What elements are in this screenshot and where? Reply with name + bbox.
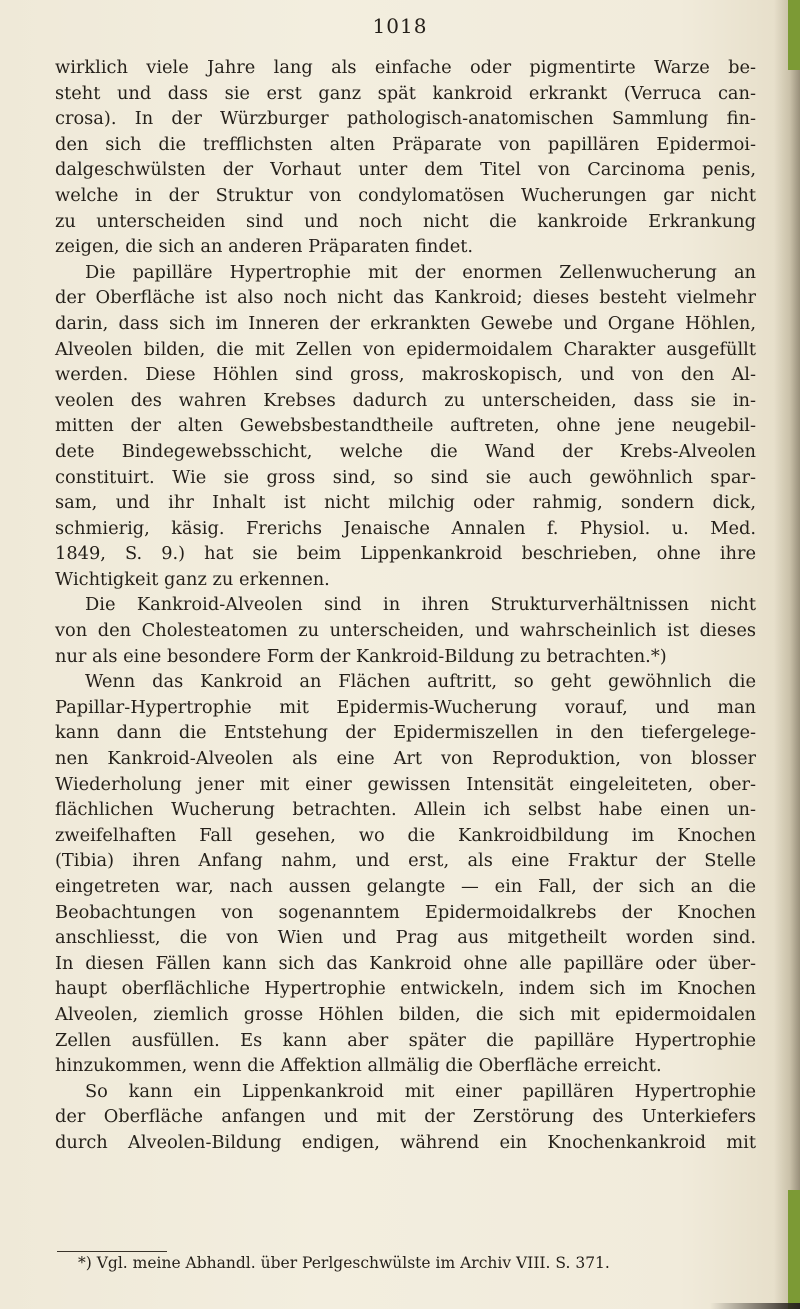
text-line: der Oberfläche ist also noch nicht das Kankroid; dieses besteht vielmehr — [55, 287, 756, 309]
text-line: darin, dass sich im Inneren der erkrankten Gewebe und Organe Höhlen, — [55, 312, 756, 334]
text-line: durch Alveolen-Bildung endigen, während ein Knochenkankroid mit — [55, 1131, 756, 1153]
text-line: Zellen ausfüllen. Es kann aber später die papilläre Hypertrophie — [55, 1029, 756, 1051]
page-number: 1018 — [372, 14, 428, 38]
footnote: *) Vgl. meine Abhandl. über Perlgeschwülste im Archiv VIII. S. 371. — [78, 1254, 610, 1272]
text-line: zeigen, die sich an anderen Präparaten findet. — [55, 236, 474, 258]
text-line: Die Kankroid-Alveolen sind in ihren Strukturverhältnissen nicht — [85, 594, 756, 616]
text-line: anschliesst, die von Wien und Prag aus mitgetheilt worden sind. — [55, 927, 756, 949]
text-line: (Tibia) ihren Anfang nahm, und erst, als eine Fraktur der Stelle — [55, 850, 756, 872]
text-line: nur als eine besondere Form der Kankroid-Bildung zu betrachten.*) — [55, 645, 667, 667]
text-line: kann dann die Entstehung der Epidermiszellen in den tiefergelege- — [55, 722, 756, 744]
paragraph-4 — [55, 669, 756, 1079]
text-line: werden. Diese Höhlen sind gross, makroskopisch, und von den Al- — [55, 364, 756, 386]
text-line: 1849, S. 9.) hat sie beim Lippenkankroid beschrieben, ohne ihre — [55, 543, 756, 565]
text-line: Wenn das Kankroid an Flächen auftritt, so geht gewöhnlich die — [85, 671, 756, 693]
page-edge-green-strip — [788, 0, 800, 70]
text-line: Papillar-Hypertrophie mit Epidermis-Wucherung vorauf, und man — [55, 696, 756, 718]
text-line: In diesen Fällen kann sich das Kankroid ohne alle papilläre oder über- — [55, 952, 756, 974]
text-line: mitten der alten Gewebsbestandtheile auftreten, ohne jene neugebil- — [55, 415, 756, 437]
text-line: dete Bindegewebsschicht, welche die Wand der Krebs-Alveolen — [55, 440, 756, 462]
text-line: der Oberfläche anfangen und mit der Zerstörung des Unterkiefers — [55, 1106, 756, 1128]
text-line: wirklich viele Jahre lang als einfache oder pigmentirte Warze be- — [55, 57, 756, 78]
text-line: Die papilläre Hypertrophie mit der enormen Zellenwucherung an — [85, 261, 756, 283]
text-line: zu unterscheiden sind und noch nicht die kankroide Erkrankung — [55, 210, 756, 232]
text-line: crosa). In der Würzburger pathologisch-anatomischen Sammlung fin- — [55, 108, 756, 130]
text-line: eingetreten war, nach aussen gelangte — ein Fall, der sich an die — [55, 876, 756, 897]
text-line: constituirt. Wie sie gross sind, so sind sie auch gewöhnlich spar- — [55, 466, 756, 488]
text-line: veolen des wahren Krebses dadurch zu unterscheiden, dass sie in- — [55, 389, 756, 411]
paragraph-3 — [55, 592, 756, 669]
page-edge-green-strip — [788, 1190, 800, 1309]
text-line: So kann ein Lippenkankroid mit einer papillären Hypertrophie — [85, 1080, 756, 1102]
text-line: Alveolen, ziemlich grosse Höhlen bilden, die sich mit epidermoidalen — [55, 1003, 756, 1025]
text-line: flächlichen Wucherung betrachten. Allein ich selbst habe einen un- — [55, 799, 756, 821]
body-text — [55, 55, 756, 1156]
text-line: welche in der Struktur von condylomatösen Wucherungen gar nicht — [55, 184, 756, 206]
paragraph-5 — [55, 1079, 756, 1156]
text-line: steht und dass sie erst ganz spät kankroid erkrankt (Verruca can- — [55, 82, 756, 104]
text-line: zweifelhaften Fall gesehen, wo die Kankroidbildung im Knochen — [55, 824, 756, 846]
text-line: Alveolen bilden, die mit Zellen von epidermoidalem Charakter ausgefüllt — [55, 338, 756, 360]
text-line: nen Kankroid-Alveolen als eine Art von Reproduktion, von blosser — [55, 748, 756, 770]
text-line: sam, und ihr Inhalt ist nicht milchig oder rahmig, sondern dick, — [55, 492, 756, 514]
text-line: haupt oberflächliche Hypertrophie entwickeln, indem sich im Knochen — [55, 978, 756, 1000]
paragraph-1 — [55, 55, 756, 260]
text-line: schmierig, käsig. Frerichs Jenaische Annalen f. Physiol. u. Med. — [55, 517, 756, 539]
footnote-divider — [57, 1251, 167, 1252]
text-line: Beobachtungen von sogenanntem Epidermoidalkrebs der Knochen — [55, 901, 756, 923]
text-line: Wiederholung jener mit einer gewissen Intensität eingeleiteten, ober- — [55, 773, 756, 795]
text-line: Wichtigkeit ganz zu erkennen. — [55, 568, 330, 590]
text-line: dalgeschwülsten der Vorhaut unter dem Titel von Carcinoma penis, — [55, 159, 756, 181]
page-edge-shadow — [774, 0, 800, 1309]
text-line: von den Cholesteatomen zu unterscheiden, und wahrscheinlich ist dieses — [55, 620, 756, 642]
text-line: hinzukommen, wenn die Affektion allmälig die Oberfläche erreicht. — [55, 1055, 662, 1077]
text-line: den sich die trefflichsten alten Präparate von papillären Epidermoi- — [55, 133, 756, 155]
paragraph-2 — [55, 260, 756, 593]
page-corner-shadow — [710, 1303, 800, 1309]
